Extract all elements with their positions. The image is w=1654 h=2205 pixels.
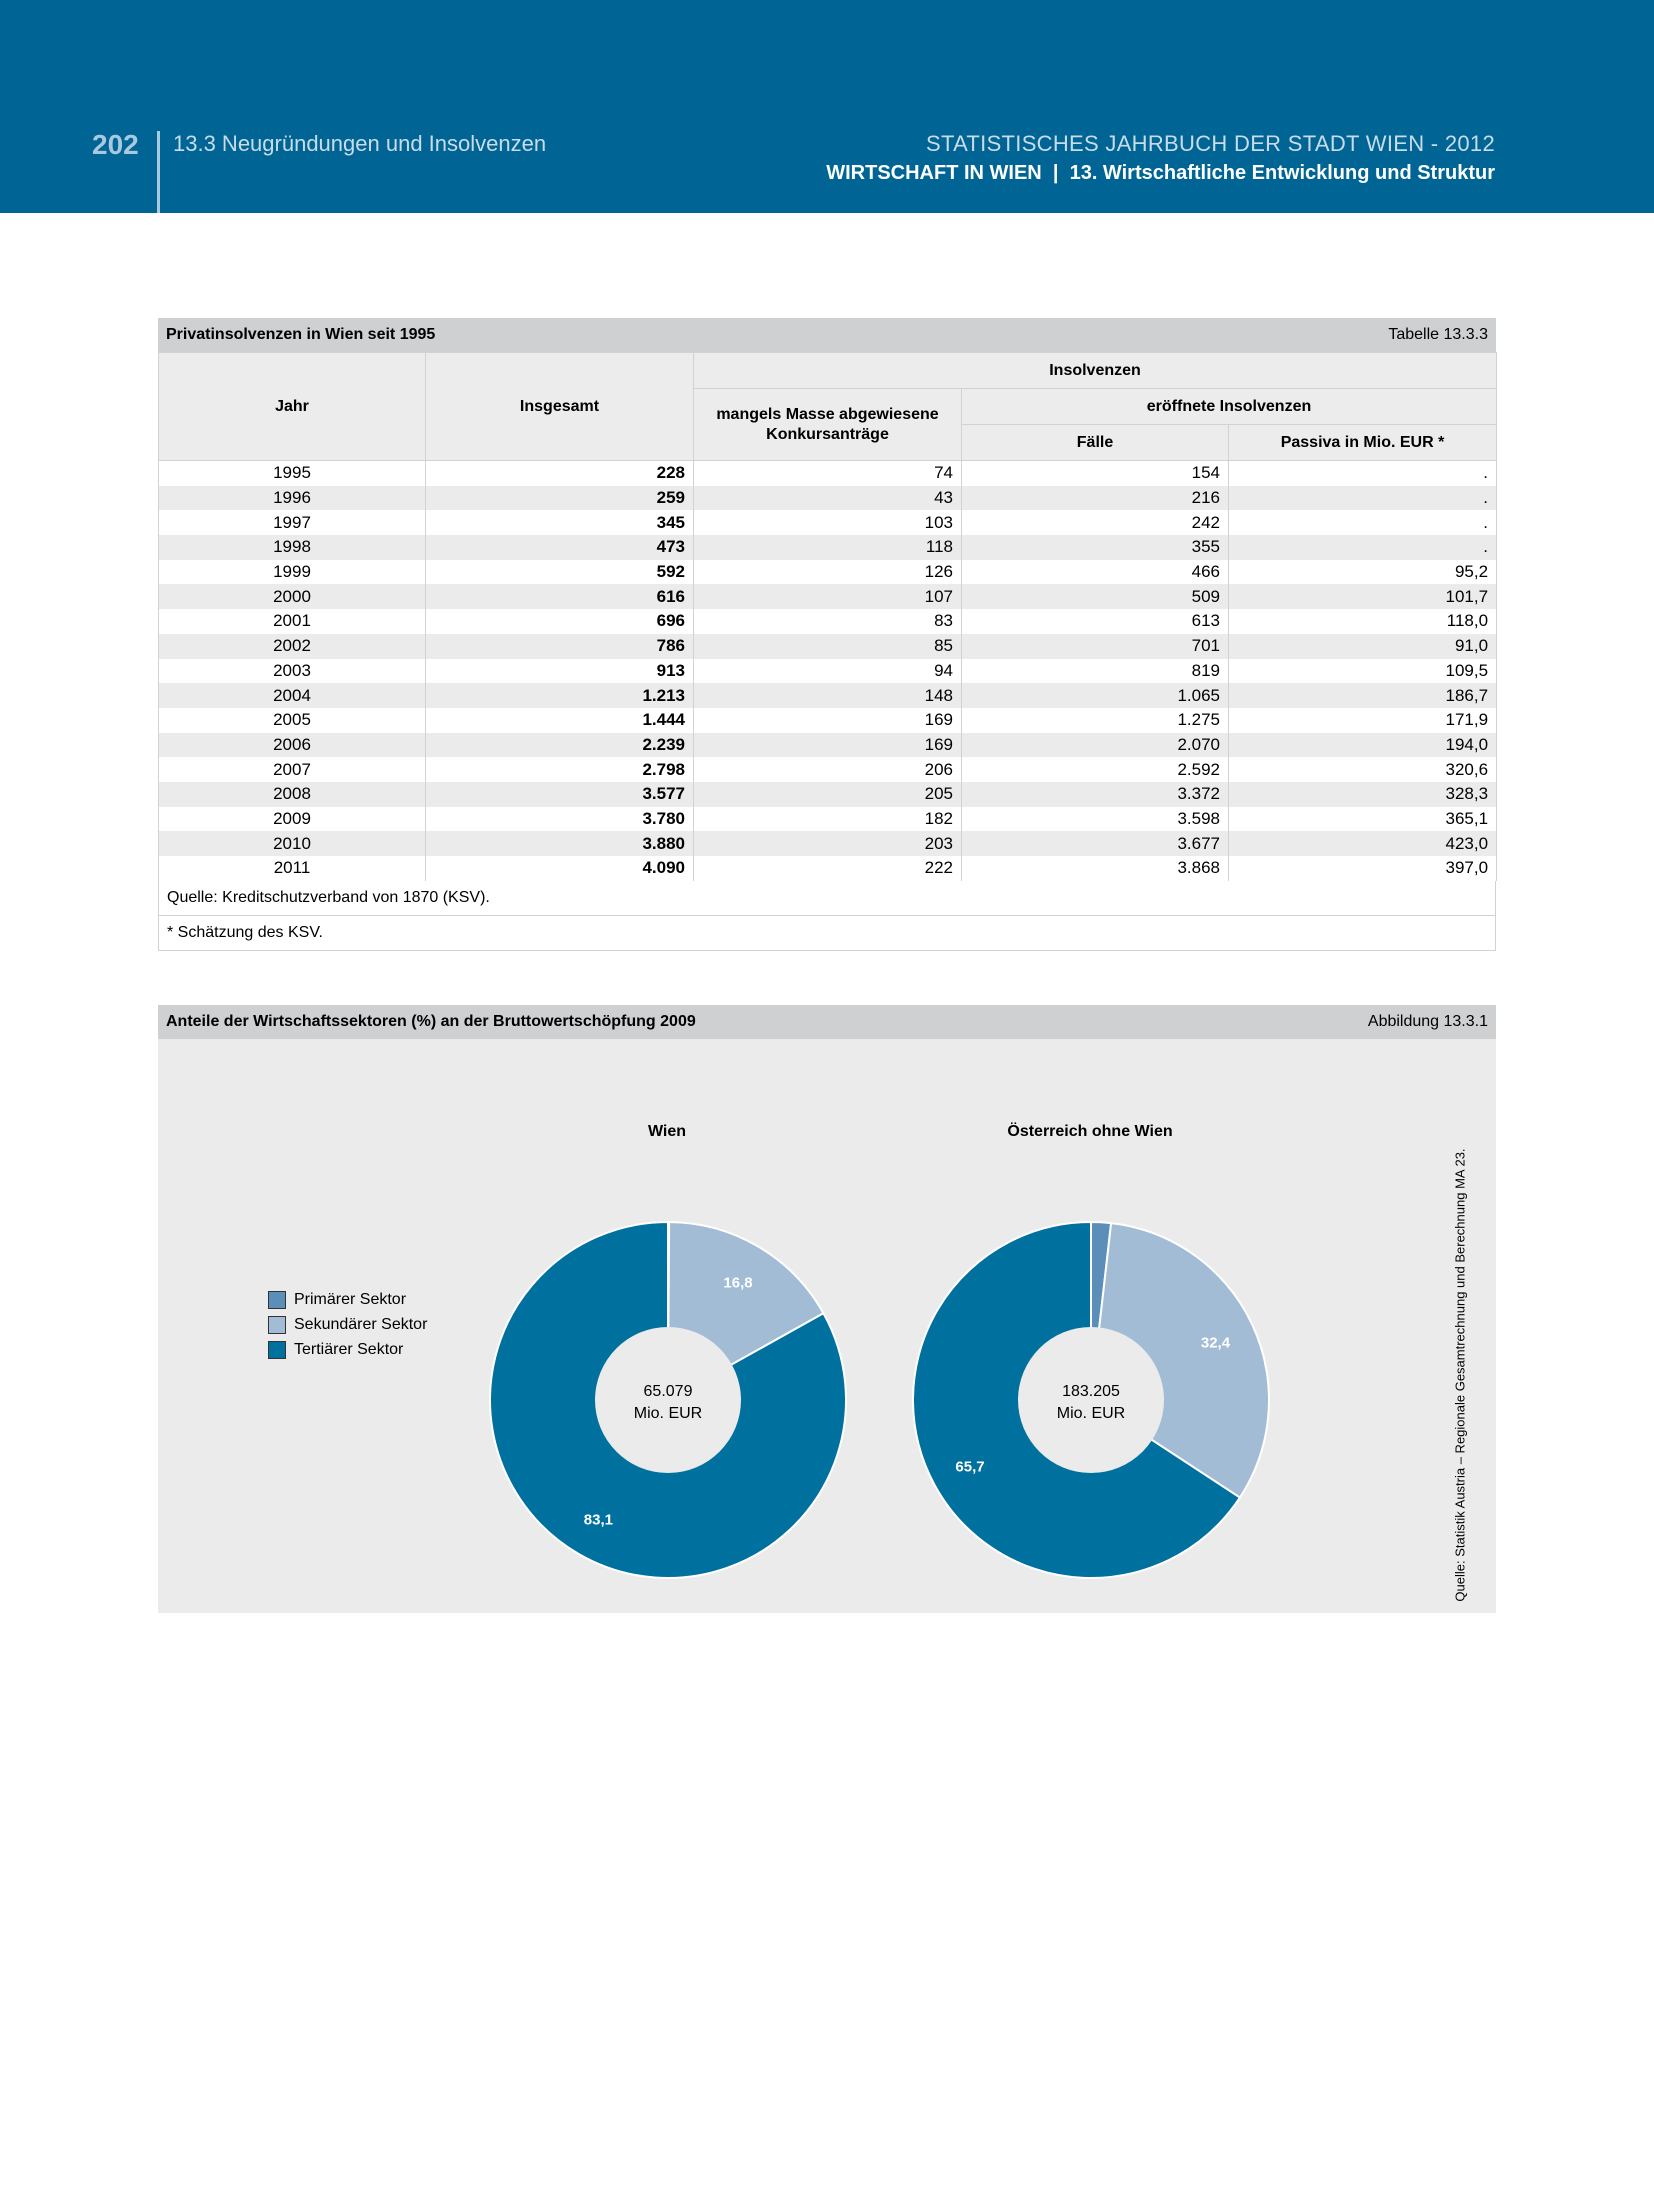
cell-faelle: 1.065	[962, 683, 1229, 708]
legend-swatch-primaer	[268, 1291, 286, 1309]
table-row	[159, 757, 1497, 782]
cell-mangels: 169	[694, 733, 962, 758]
cell-insgesamt: 259	[426, 486, 694, 511]
col-header-eroeffnete: eröffnete Insolvenzen	[962, 389, 1497, 425]
cell-faelle: 154	[962, 461, 1229, 486]
chart-title-wien: Wien	[647, 1123, 687, 1140]
cell-faelle: 242	[962, 510, 1229, 535]
col-header-passiva: Passiva in Mio. EUR *	[1229, 425, 1497, 461]
col-header-jahr: Jahr	[159, 353, 426, 461]
cell-passiva: 101,7	[1229, 584, 1497, 609]
col-header-insolvenzen: Insolvenzen	[694, 353, 1497, 389]
legend-item-sekundaer	[268, 1312, 427, 1337]
chart-title-oesterreich: Österreich ohne Wien	[1007, 1123, 1173, 1140]
cell-insgesamt: 696	[426, 609, 694, 634]
table-row	[159, 683, 1497, 708]
cell-mangels: 182	[694, 807, 962, 832]
table-source: Quelle: Kreditschutzverband von 1870 (KSV).	[158, 881, 1496, 916]
table-footnote: * Schätzung des KSV.	[158, 916, 1496, 951]
cell-faelle: 2.070	[962, 733, 1229, 758]
cell-passiva: 365,1	[1229, 807, 1497, 832]
table-row	[159, 831, 1497, 856]
cell-passiva: 423,0	[1229, 831, 1497, 856]
table-row	[159, 510, 1497, 535]
cell-faelle: 3.372	[962, 782, 1229, 807]
chapter-title: WIRTSCHAFT IN WIEN | 13. Wirtschaftliche Entwicklung und Struktur	[826, 162, 1495, 184]
page-number: 202	[92, 129, 139, 160]
cell-passiva: 328,3	[1229, 782, 1497, 807]
cell-passiva: 186,7	[1229, 683, 1497, 708]
legend-item-tertiaer	[268, 1337, 427, 1362]
donut-hole-1	[1018, 1327, 1164, 1473]
cell-insgesamt: 786	[426, 634, 694, 659]
table-row	[159, 659, 1497, 684]
center-value-1: 183.205	[1062, 1383, 1120, 1400]
cell-jahr: 2007	[159, 757, 426, 782]
col-header-mangels-masse	[694, 389, 962, 461]
cell-jahr: 2011	[159, 856, 426, 881]
cell-jahr: 1997	[159, 510, 426, 535]
legend-swatch-tertiaer	[268, 1341, 286, 1359]
cell-mangels: 43	[694, 486, 962, 511]
table-row	[159, 634, 1497, 659]
cell-passiva: 320,6	[1229, 757, 1497, 782]
cell-jahr: 2008	[159, 782, 426, 807]
cell-faelle: 819	[962, 659, 1229, 684]
cell-jahr: 1998	[159, 535, 426, 560]
cell-passiva: .	[1229, 535, 1497, 560]
cell-faelle: 3.598	[962, 807, 1229, 832]
cell-insgesamt: 473	[426, 535, 694, 560]
center-unit-0: Mio. EUR	[633, 1405, 703, 1422]
cell-jahr: 2006	[159, 733, 426, 758]
cell-insgesamt: 1.213	[426, 683, 694, 708]
cell-insgesamt: 228	[426, 461, 694, 486]
cell-faelle: 613	[962, 609, 1229, 634]
table-body	[159, 461, 1497, 881]
table-row	[159, 560, 1497, 585]
cell-jahr: 2003	[159, 659, 426, 684]
chart-legend	[268, 1287, 427, 1362]
cell-faelle: 2.592	[962, 757, 1229, 782]
cell-jahr: 1995	[159, 461, 426, 486]
cell-insgesamt: 1.444	[426, 708, 694, 733]
cell-insgesamt: 3.577	[426, 782, 694, 807]
cell-jahr: 2005	[159, 708, 426, 733]
cell-jahr: 2004	[159, 683, 426, 708]
cell-passiva: 109,5	[1229, 659, 1497, 684]
cell-mangels: 148	[694, 683, 962, 708]
cell-insgesamt: 4.090	[426, 856, 694, 881]
legend-item-primaer	[268, 1287, 427, 1312]
cell-faelle: 216	[962, 486, 1229, 511]
cell-mangels: 203	[694, 831, 962, 856]
cell-jahr: 2010	[159, 831, 426, 856]
table-row	[159, 486, 1497, 511]
slice-label-0-1: 16,8	[723, 1274, 753, 1292]
legend-label-sekundaer: Sekundärer Sektor	[294, 1315, 428, 1333]
table-row	[159, 856, 1497, 881]
cell-mangels: 205	[694, 782, 962, 807]
cell-faelle: 701	[962, 634, 1229, 659]
cell-passiva: 397,0	[1229, 856, 1497, 881]
figure-title-bar	[158, 1005, 1496, 1039]
cell-jahr: 2002	[159, 634, 426, 659]
page-header	[0, 0, 1654, 213]
cell-insgesamt: 2.239	[426, 733, 694, 758]
cell-mangels: 222	[694, 856, 962, 881]
table-row	[159, 609, 1497, 634]
cell-faelle: 1.275	[962, 708, 1229, 733]
col-header-insgesamt: Insgesamt	[426, 353, 694, 461]
legend-label-primaer: Primärer Sektor	[294, 1290, 407, 1308]
cell-passiva: 91,0	[1229, 634, 1497, 659]
insolvency-table-box	[158, 318, 1496, 951]
slice-label-0-2: 83,1	[583, 1511, 613, 1529]
col-header-mangels-text: mangels Masse abgewiesene Konkursanträge	[716, 405, 939, 443]
table-row	[159, 782, 1497, 807]
cell-jahr: 2001	[159, 609, 426, 634]
publication-title: STATISTISCHES JAHRBUCH DER STADT WIEN - 2012	[926, 131, 1495, 156]
cell-mangels: 118	[694, 535, 962, 560]
figure-label: Abbildung 13.3.1	[1367, 1013, 1488, 1030]
table-title: Privatinsolvenzen in Wien seit 1995	[166, 326, 436, 343]
cell-faelle: 509	[962, 584, 1229, 609]
slice-label-1-1: 32,4	[1200, 1334, 1231, 1352]
cell-mangels: 85	[694, 634, 962, 659]
figure-title: Anteile der Wirtschaftssektoren (%) an der Bruttowertschöpfung 2009	[166, 1013, 696, 1030]
cell-insgesamt: 592	[426, 560, 694, 585]
cell-insgesamt: 3.880	[426, 831, 694, 856]
cell-jahr: 1999	[159, 560, 426, 585]
section-title: 13.3 Neugründungen und Insolvenzen	[173, 131, 547, 156]
slice-label-1-2: 65,7	[955, 1458, 985, 1476]
cell-mangels: 94	[694, 659, 962, 684]
cell-mangels: 103	[694, 510, 962, 535]
cell-mangels: 107	[694, 584, 962, 609]
cell-faelle: 466	[962, 560, 1229, 585]
cell-passiva: 118,0	[1229, 609, 1497, 634]
cell-mangels: 83	[694, 609, 962, 634]
cell-passiva: 171,9	[1229, 708, 1497, 733]
table-row	[159, 807, 1497, 832]
insolvency-table	[158, 352, 1497, 881]
cell-jahr: 2000	[159, 584, 426, 609]
col-header-faelle: Fälle	[962, 425, 1229, 461]
cell-passiva: .	[1229, 486, 1497, 511]
cell-insgesamt: 3.780	[426, 807, 694, 832]
header-divider	[157, 131, 160, 213]
cell-passiva: 95,2	[1229, 560, 1497, 585]
table-row	[159, 733, 1497, 758]
cell-mangels: 169	[694, 708, 962, 733]
cell-insgesamt: 345	[426, 510, 694, 535]
cell-faelle: 3.677	[962, 831, 1229, 856]
cell-faelle: 355	[962, 535, 1229, 560]
cell-insgesamt: 913	[426, 659, 694, 684]
table-row	[159, 461, 1497, 486]
cell-insgesamt: 616	[426, 584, 694, 609]
legend-swatch-sekundaer	[268, 1316, 286, 1334]
table-label: Tabelle 13.3.3	[1388, 326, 1488, 343]
table-row	[159, 708, 1497, 733]
table-title-bar	[158, 318, 1496, 352]
table-row	[159, 535, 1497, 560]
cell-passiva: .	[1229, 510, 1497, 535]
cell-faelle: 3.868	[962, 856, 1229, 881]
cell-jahr: 2009	[159, 807, 426, 832]
cell-passiva: .	[1229, 461, 1497, 486]
figure-source: Quelle: Statistik Austria – Regionale Gesamtrechnung und Berechnung MA 23.	[1452, 1148, 1468, 1602]
cell-jahr: 1996	[159, 486, 426, 511]
sector-share-figure	[158, 1005, 1496, 1613]
cell-mangels: 126	[694, 560, 962, 585]
legend-label-tertiaer: Tertiärer Sektor	[294, 1340, 404, 1358]
cell-insgesamt: 2.798	[426, 757, 694, 782]
donut-hole-0	[595, 1327, 741, 1473]
cell-passiva: 194,0	[1229, 733, 1497, 758]
cell-mangels: 206	[694, 757, 962, 782]
table-row	[159, 584, 1497, 609]
cell-mangels: 74	[694, 461, 962, 486]
center-value-0: 65.079	[643, 1383, 693, 1400]
center-unit-1: Mio. EUR	[1056, 1405, 1126, 1422]
